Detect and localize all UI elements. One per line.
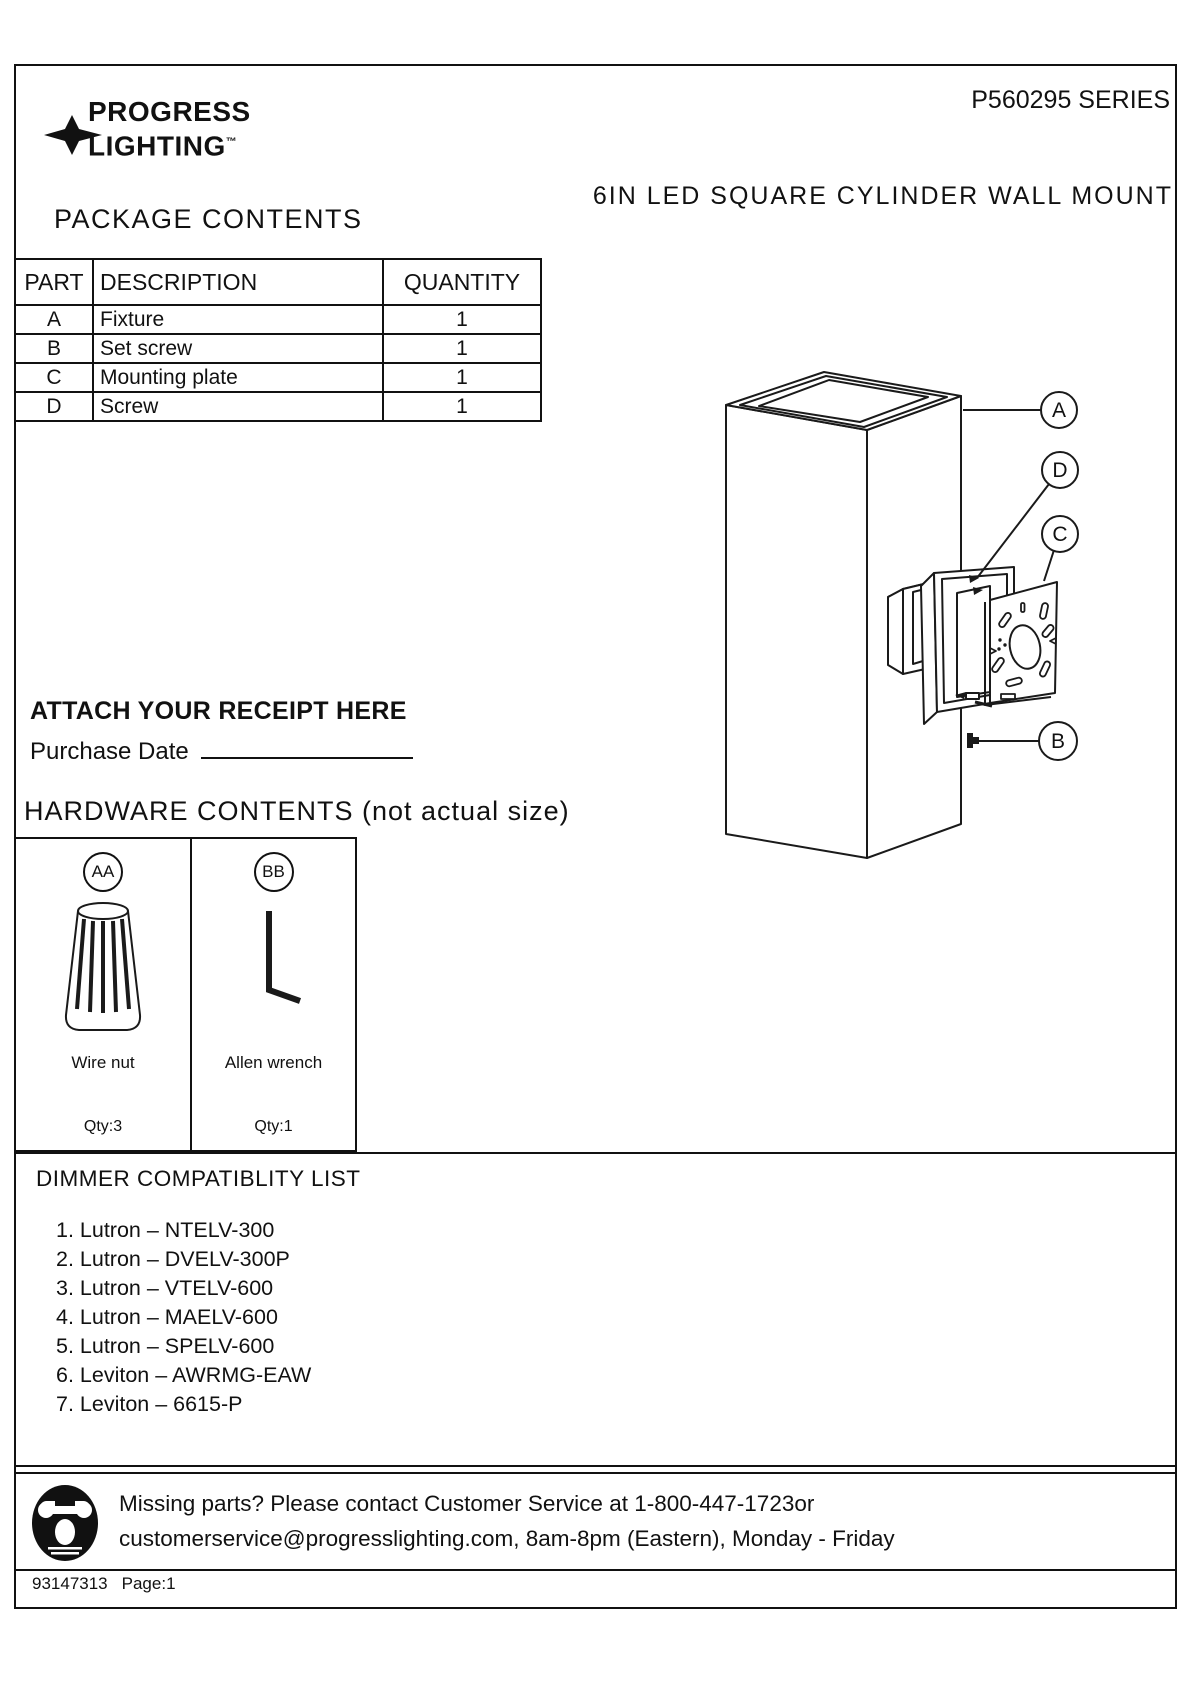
hardware-item-name: Allen wrench [224, 1053, 323, 1072]
hardware-item-name: Wire nut [71, 1053, 135, 1072]
part-cell: C [15, 363, 93, 392]
table-row [15, 334, 541, 363]
dimmer-compatibility-box [14, 1152, 1177, 1467]
dimmer-list-item: 7. Leviton – 6615-P [56, 1392, 243, 1416]
col-header-part: PART [15, 259, 93, 305]
description-cell: Screw [93, 392, 383, 421]
document-number: 93147313 [32, 1574, 108, 1593]
telephone-icon [30, 1483, 100, 1563]
part-cell: A [15, 305, 93, 334]
quantity-cell: 1 [383, 305, 541, 334]
attach-receipt-label: ATTACH YOUR RECEIPT HERE [30, 697, 407, 725]
description-cell: Fixture [93, 305, 383, 334]
brand-name-line1: PROGRESS [88, 96, 251, 127]
hardware-contents-title: HARDWARE CONTENTS (not actual size) [24, 796, 570, 826]
hardware-id-badge: AA [83, 852, 123, 892]
allen-wrench-icon [224, 897, 324, 1047]
dimmer-list-item: 5. Lutron – SPELV-600 [56, 1334, 275, 1358]
dimmer-list-title: DIMMER COMPATIBLITY LIST [36, 1166, 361, 1191]
customer-service-text [119, 1486, 895, 1556]
col-header-quantity: QUANTITY [383, 259, 541, 305]
quantity-cell: 1 [383, 334, 541, 363]
package-contents-title: PACKAGE CONTENTS [54, 204, 363, 234]
purchase-date-label: Purchase Date [30, 738, 189, 765]
description-cell: Mounting plate [93, 363, 383, 392]
diagram-label-b: B [1050, 730, 1066, 753]
purchase-date-row [30, 737, 413, 766]
page-footer [32, 1574, 176, 1594]
table-row [15, 363, 541, 392]
diagram-label-a: A [1051, 399, 1067, 422]
part-cell: D [15, 392, 93, 421]
customer-service-line1: Missing parts? Please contact Customer Service at 1-800-447-1723or [119, 1491, 815, 1516]
trademark-symbol: ™ [225, 136, 238, 148]
part-cell: B [15, 334, 93, 363]
table-row [15, 392, 541, 421]
fixture-exploded-diagram [640, 355, 1100, 875]
product-title: 6IN LED SQUARE CYLINDER WALL MOUNT [592, 182, 1173, 210]
hardware-id-badge: BB [254, 852, 294, 892]
package-contents-table [14, 258, 542, 422]
dimmer-list-item: 1. Lutron – NTELV-300 [56, 1218, 275, 1242]
dimmer-list-item: 6. Leviton – AWRMG-EAW [56, 1363, 312, 1387]
wire-nut-icon [53, 897, 153, 1047]
dimmer-list [56, 1216, 311, 1419]
series-number: P560295 SERIES [971, 86, 1170, 114]
quantity-cell: 1 [383, 392, 541, 421]
quantity-cell: 1 [383, 363, 541, 392]
diagram-label-d: D [1052, 459, 1068, 482]
brand-logo [88, 96, 251, 161]
hardware-item-wire-nut [14, 837, 192, 1152]
page-number: Page:1 [121, 1574, 176, 1593]
customer-service-line2: customerservice@progresslighting.com, 8am-8pm (Eastern), Monday - Friday [119, 1526, 895, 1551]
table-row [15, 305, 541, 334]
hardware-item-qty: Qty:1 [254, 1118, 293, 1135]
brand-name-line2: LIGHTING™ [88, 130, 238, 162]
hardware-item-allen-wrench [190, 837, 357, 1152]
col-header-description: DESCRIPTION [93, 259, 383, 305]
diagram-label-c: C [1052, 523, 1068, 546]
purchase-date-blank [201, 737, 413, 759]
dimmer-list-item: 2. Lutron – DVELV-300P [56, 1247, 290, 1271]
customer-service-box [14, 1472, 1177, 1571]
hardware-item-qty: Qty:3 [83, 1118, 123, 1135]
description-cell: Set screw [93, 334, 383, 363]
dimmer-list-item: 4. Lutron – MAELV-600 [56, 1305, 278, 1329]
table-header-row [15, 259, 541, 305]
dimmer-list-item: 3. Lutron – VTELV-600 [56, 1276, 274, 1300]
